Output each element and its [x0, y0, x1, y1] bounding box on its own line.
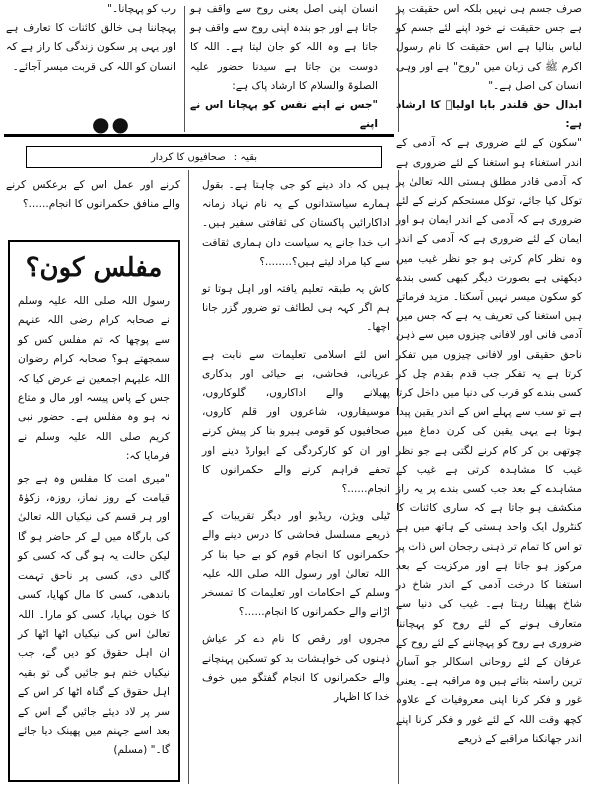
hadith-quote: "میری امت کا مفلس وہ ہے جو قیامت کے روز نماز، روزہ، زکوٰۃ اور ہر قسم کی نیکیاں اللہ تعالیٰ کی بارگاہ میں لے کر حاضر ہو گا لیکن حالت یہ ہو گی کہ کسی کو گالی دی، کسی پر ناحق تہمت باندھی، کسی کا مال کھایا، کسی کا خون بہایا، کسی کو مارا۔ اللہ تعالیٰ اس کی نیکیاں اٹھا اٹھا کر ان اہل حقوق کو دیں گے، جب نیکیاں ختم ہو جائیں گی تو بقیہ اہل حقوق کے گناہ اٹھا کر اس کے سر پر لاد دیئے جائیں گے اس کے بعد اسے جہنم میں پھینک دیا جائے گا۔" (مسلم) — [18, 472, 170, 757]
hadith-quote: "جس نے اپنے نفس کو پہچانا اس نے اپنے — [190, 99, 378, 131]
paragraph-heading: ابدال حق قلندر بابا اولیاؒ کا ارشاد ہے: — [396, 99, 582, 131]
section-divider — [4, 134, 394, 137]
banner-prefix: بقیہ : — [233, 151, 258, 163]
left-column-intro — [6, 176, 180, 236]
boxed-article — [8, 240, 180, 782]
banner-title: صحافیوں کا کردار — [150, 151, 226, 163]
continuation-column — [202, 176, 390, 784]
column-divider — [398, 170, 399, 784]
paragraph: رسول اللہ صلی اللہ علیہ وسلم نے صحابہ کرام رضی اللہ عنہم سے پوچھا کہ تم مفلس کس کو سمجھتے ہو؟ صحابہ کرام رضوان اللہ علیہم اجمعین نے عرض کیا کہ جس کے پاس پیسہ اور مال و متاع نہ ہو وہ مفلس ہے۔ حضور نبی کریم صلی اللہ علیہ وسلم نے فرمایا کہ: — [18, 295, 170, 463]
boxed-article-body — [18, 292, 170, 761]
paragraph: اس لئے اسلامی تعلیمات سے نابت ہے عریانی، فحاشی، بے حیائی اور بدکاری پھیلانے والے اداکاروں، گلوکاروں، موسیقاروں، شاعروں اور قلم کاروں، صحافیوں کو قومی ہیرو بنا کر پیش کرنے اور ان کو کارکردگی کے ایوارڈ دینے اور تحفے فراہم کرنے والے حکمرانوں کا انجام......؟ — [202, 348, 390, 496]
top-right-column — [396, 0, 582, 745]
boxed-article-title: مفلس کون؟ — [25, 253, 163, 283]
paragraph: کرنے اور عمل اس کے برعکس کرنے والے منافق حکمرانوں کا انجام......؟ — [6, 179, 180, 211]
paragraph: پہچاننا ہی خالق کائنات کا تعارف ہے اور یہی پر سکون زندگی کا راز ہے کہ انسان کو اللہ کی قربت میسر آجائے۔ — [6, 22, 176, 73]
continuation-banner — [26, 146, 382, 168]
paragraph: ہیں کہ داد دینے کو جی چاہتا ہے۔ بقول ہمارے سیاستدانوں کے یہ نام نہاد زمانہ اداکارائیں پاکستان کی ثقافتی سفیر ہیں۔ اب خدا جانے یہ سیاست دان ہماری ثقافت سے کیا مراد لیتے ہیں؟........؟ — [202, 179, 390, 268]
top-middle-column — [190, 0, 378, 130]
column-divider — [184, 6, 185, 132]
end-of-article-dots: ●● — [92, 112, 131, 136]
paragraph: رب کو پہچانا۔" — [107, 3, 176, 15]
paragraph: کاش یہ طبقہ تعلیم یافتہ اور اہل ہوتا تو ہم اگر کہہ ہی لطائف تو ضرور گزر جانا اچھا۔ — [202, 283, 390, 334]
paragraph: مجروں اور رقص کا نام دے کر عیاش ذہنوں کی خواہشات بد کو تسکین پہنچانے والے حکمرانوں کا انجام گفتگو میں خوف خدا کا اظہار — [202, 633, 390, 704]
paragraph: صرف جسم ہی نہیں بلکہ اس حقیقت پر ہے جس حقیقت نے خود اپنے لئے جسم کو لباس بنالیا ہے اس حقیقت کا نام رسول اکرم ﷺ کی زبان میں "روح" ہے اور وہی انسان کی اصل ہے۔" — [396, 3, 582, 92]
column-divider — [188, 170, 189, 784]
column-divider — [398, 6, 399, 132]
paragraph: "سکون کے لئے ضروری ہے کہ آدمی کے اندر استغناء ہو استغنا کے لئے ضروری ہے کہ آدمی قادر مطلق ہستی اللہ تعالیٰ پر توکل کیا جائے، توکل مستحکم کرنے کے لئے ضروری ہے کہ آدمی کے اندر ایمان ہو اور ایمان کے لئے ضروری ہے کہ آدمی کے اندر وہ نظر کام کرتی ہو جو نظر غیب میں دیکھتی ہے بصورت دیگر کبھی کسی بندے کو سکون میسر نہیں آسکتا۔ مزید فرماتے ہیں استغنا کی تعریف یہ ہے کہ جس میں آدمی فانی اور لافانی چیزوں میں سے ذہن ناحق حقیقی اور لافانی چیزوں میں تفکر کرتا ہے یہ تفکر جب قدم بقدم چل کر کسی بندے کو قرب کی دنیا میں داخل کرتا ہے تو سب سے پہلے اس کے اندر یقین پیدا ہوتا ہے یہی یقین کی کرن دماغ میں چوتھی بن کر کام کرنے لگتی ہے جو نظر غیب کا مشاہدہ کرتی ہے غیب کے مشاہدے کے بعد جب کسی بندے پر یہ راز منکشف ہو جاتا ہے کہ ساری کائنات کا کنٹرول ایک واحد ہستی کے ہاتھ میں ہے تو اس کا تمام تر ذہنی رجحان اس ذات پر مرکوز ہو جاتا ہے اور مرکزیت کے بعد استغنا کا درخت آدمی کے اندر شاخ در شاخ پھیلتا رہتا ہے۔ غیب کی دنیا سے متعارف ہونے کے لئے روح کو پہچاننا ضروری ہے روح کو پہچاننے کے لئے روح کے عرفان کے لئے روحانی اسکالر جو آسان ترین راستہ بتاتے ہیں وہ مراقبہ ہے۔ یعنی غور و فکر کرنا اپنی معروفیات کے علاوہ کچھ وقت اللہ کے لئے غور و فکر کرنا اپنے اندر جھانکنا مراقبے کے ذریعے — [396, 137, 582, 745]
top-left-column — [6, 0, 176, 130]
paragraph: ٹیلی ویژن، ریڈیو اور دیگر تقریبات کے ذریعے مسلسل فحاشی کا درس دینے والے حکمرانوں کا انجام قوم کو بے حیا بنا کر اللہ تعالیٰ اور رسول اللہ صلی اللہ علیہ وسلم کے احکامات اور تعلیمات کا تمسخر اڑانے والے حکمرانوں کا انجام......؟ — [202, 510, 390, 619]
paragraph: انسان اپنی اصل یعنی روح سے واقف ہو جاتا ہے اور جو بندہ اپنی روح سے واقف ہو جاتا ہے وہ اللہ کو جان لیتا ہے۔ اللہ کا دوست بن جاتا ہے سیدنا حضور علیہ الصلوۃ والسلام کا ارشاد پاک ہے: — [190, 3, 378, 92]
